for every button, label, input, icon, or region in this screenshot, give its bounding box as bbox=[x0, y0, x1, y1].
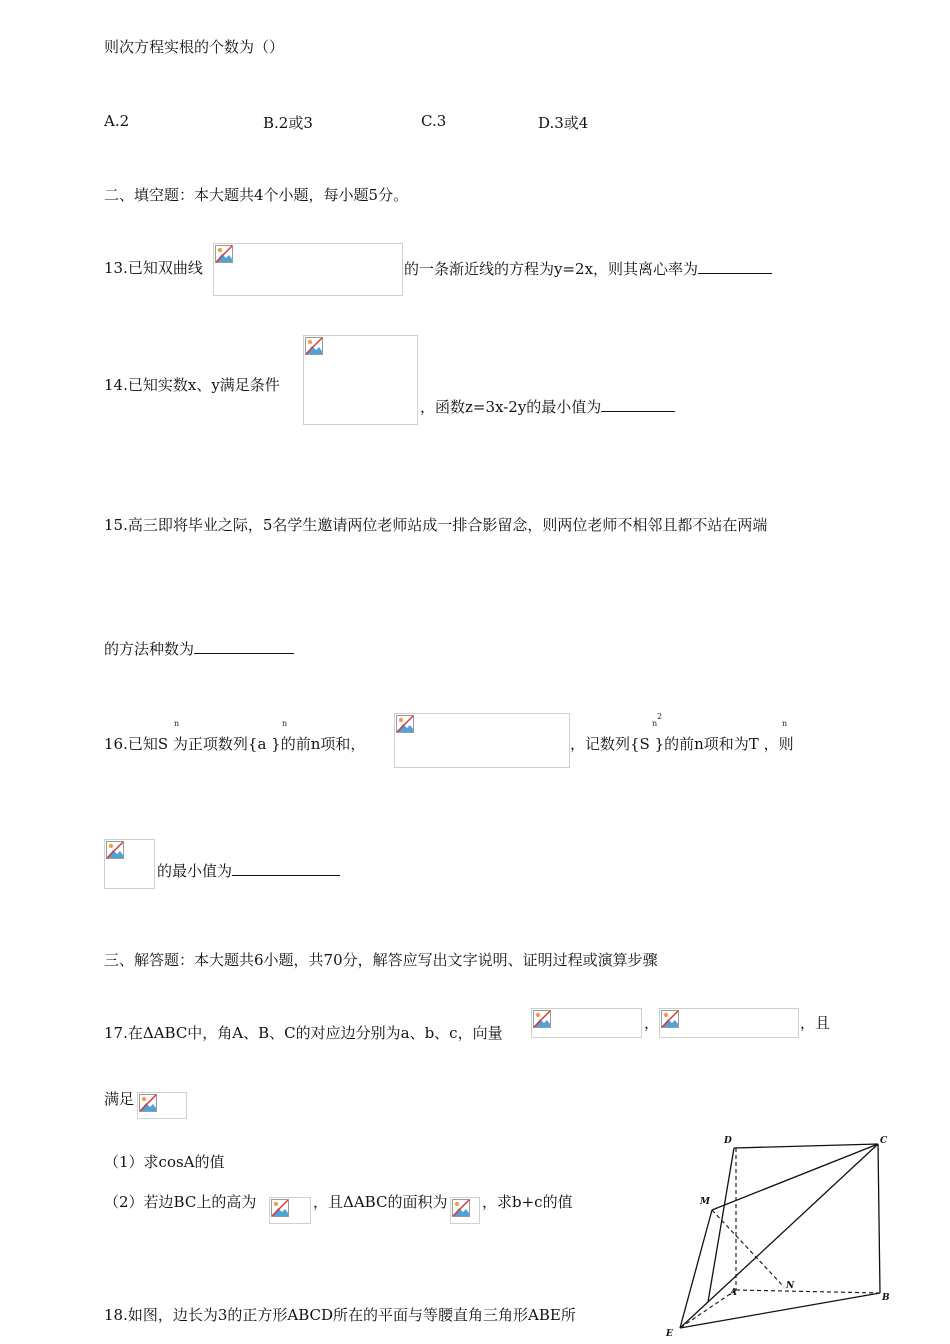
broken-image-icon bbox=[106, 841, 124, 859]
q18-line1: 18.如图，边长为3的正方形ABCD所在的平面与等腰直角三角形ABE所 bbox=[104, 1306, 576, 1324]
q13-prefix: 13.已知双曲线 bbox=[104, 259, 203, 277]
q17-vector-n-image bbox=[659, 1008, 799, 1038]
broken-image-icon bbox=[452, 1199, 470, 1217]
q17-vector-m-image bbox=[531, 1008, 642, 1038]
q13-suffix-text: 的一条渐近线的方程为y=2x，则其离心率为 bbox=[404, 260, 699, 278]
q16-subscript-n: n bbox=[282, 719, 288, 728]
option-c: C.3 bbox=[421, 112, 447, 130]
label-e: E bbox=[666, 1329, 673, 1339]
broken-image-icon bbox=[215, 245, 233, 263]
q17-part2-b: ，且ΔABC的面积为 bbox=[313, 1193, 448, 1211]
broken-image-icon bbox=[396, 715, 414, 733]
option-d: D.3或4 bbox=[538, 114, 589, 132]
answer-blank[interactable] bbox=[232, 861, 340, 876]
broken-image-icon bbox=[305, 337, 323, 355]
q14-prefix: 14.已知实数x、y满足条件 bbox=[104, 376, 280, 394]
q16-subscript-n: n bbox=[652, 719, 658, 728]
label-n: N bbox=[786, 1281, 795, 1291]
q17-height-image bbox=[269, 1197, 311, 1224]
q13-formula-image bbox=[213, 243, 403, 296]
q16-subscript-n: n bbox=[782, 719, 788, 728]
broken-image-icon bbox=[271, 1199, 289, 1217]
q16-subscript-n: n bbox=[174, 719, 180, 728]
q13-suffix bbox=[404, 259, 772, 278]
segment-mc bbox=[712, 1144, 878, 1210]
edge-d-to-front bbox=[708, 1148, 734, 1302]
q17-part1: （1）求cosA的值 bbox=[104, 1153, 225, 1171]
q17-part2-c: ，求b+c的值 bbox=[482, 1193, 573, 1211]
answer-blank[interactable] bbox=[698, 259, 772, 274]
q14-suffix-text: ，函数z=3x-2y的最小值为 bbox=[420, 398, 602, 416]
q12-tail-text: 则次方程实根的个数为（） bbox=[104, 38, 285, 56]
label-a: A bbox=[730, 1288, 737, 1298]
segment-mn-hidden bbox=[712, 1210, 784, 1287]
option-a: A.2 bbox=[104, 112, 130, 130]
q14-constraints-image bbox=[303, 335, 418, 425]
edge-eb bbox=[680, 1293, 880, 1328]
q16-part1: 16.已知S 为正项数列{a }的前n项和， bbox=[104, 735, 366, 753]
broken-image-icon bbox=[139, 1094, 157, 1112]
q17-condition-image bbox=[137, 1092, 187, 1119]
edge-dc bbox=[734, 1144, 878, 1148]
option-b: B.2或3 bbox=[263, 114, 313, 132]
q17-line1-prefix: 17.在ΔABC中，角A、B、C的对应边分别为a、b、c，向量 bbox=[104, 1024, 503, 1042]
section2-heading: 二、填空题：本大题共4个小题，每小题5分。 bbox=[104, 186, 409, 204]
broken-image-icon bbox=[661, 1010, 679, 1028]
q17-line2: 满足 bbox=[104, 1090, 135, 1108]
q15-line1: 15.高三即将毕业之际，5名学生邀请两位老师站成一排合影留念，则两位老师不相邻且都不站在两端 bbox=[104, 516, 768, 534]
q16-part2: ，记数列{S }的前n项和为T ，则 bbox=[570, 735, 794, 753]
answer-blank[interactable] bbox=[194, 639, 294, 654]
q17-comma: ， bbox=[644, 1014, 660, 1032]
q15-line2 bbox=[104, 639, 294, 659]
q15-line2-text: 的方法种数为 bbox=[104, 640, 195, 658]
edge-cb bbox=[878, 1144, 880, 1293]
edge-ec bbox=[680, 1144, 878, 1328]
edge-em bbox=[680, 1210, 712, 1328]
answer-blank[interactable] bbox=[601, 397, 675, 412]
label-c: C bbox=[880, 1136, 888, 1146]
q17-area-image bbox=[450, 1197, 480, 1224]
q17-part2-a: （2）若边BC上的高为 bbox=[104, 1193, 257, 1211]
label-d: D bbox=[724, 1136, 732, 1146]
label-m: M bbox=[700, 1197, 710, 1207]
q16-line2 bbox=[157, 861, 340, 880]
q16-superscript-2: 2 bbox=[657, 712, 663, 721]
q14-suffix bbox=[420, 397, 675, 416]
broken-image-icon bbox=[533, 1010, 551, 1028]
q17-line1-suffix: ，且 bbox=[800, 1014, 831, 1032]
q16-formula-image bbox=[394, 713, 570, 768]
q16-expression-image bbox=[104, 839, 155, 889]
q16-line2-text: 的最小值为 bbox=[157, 862, 233, 880]
edge-ab-hidden bbox=[736, 1290, 880, 1293]
section3-heading: 三、解答题：本大题共6小题，共70分，解答应写出文字说明、证明过程或演算步骤 bbox=[104, 951, 658, 969]
label-b: B bbox=[882, 1293, 890, 1303]
geometry-figure bbox=[660, 1130, 900, 1340]
